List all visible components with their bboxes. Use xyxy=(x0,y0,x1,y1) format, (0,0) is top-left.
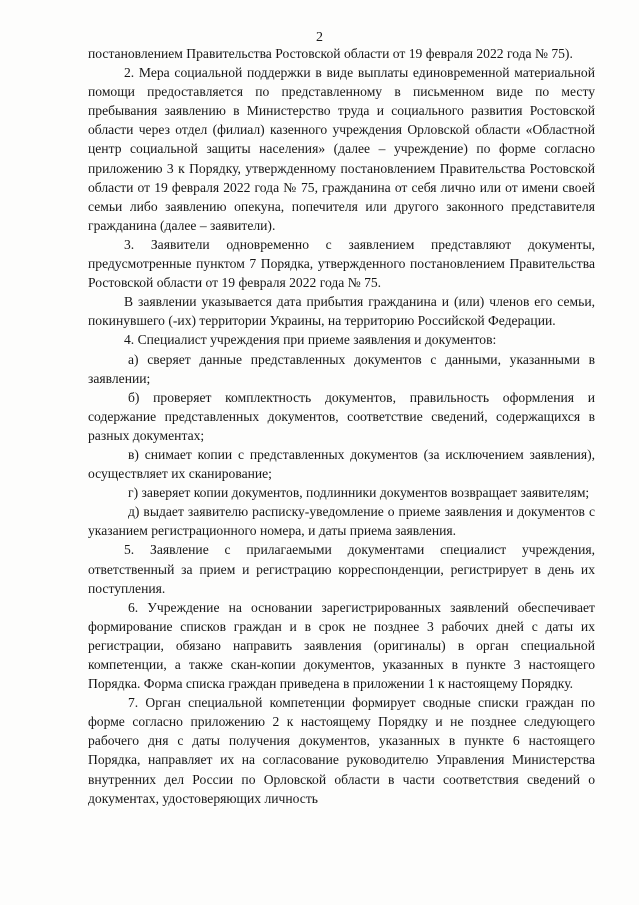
document-body xyxy=(88,44,595,808)
paragraph-continuation: постановлением Правительства Ростовской области от 19 февраля 2022 года № 75). xyxy=(88,46,573,61)
paragraph-item-2: 2. Мера социальной поддержки в виде выплаты единовременной материальной помощи предоставляется по представленному в письменном виде по месту пребывания заявлению в Министерство труда и социального развития Ростовской области через отдел (филиал) казенного учреждения Орловской области «Областной центр социальной защиты населения» (далее – учреждение) по форме согласно приложению 3 к Порядку, утвержденному постановлением Правительства Ростовской области от 19 февраля 2022 года № 75, гражданина от себя лично или от имени своей семьи либо заявлению опекуна, попечителя или другого законного представителя гражданина (далее – заявители). xyxy=(88,65,595,233)
page-number: 2 xyxy=(316,30,323,45)
subitem-g: г) заверяет копии документов, подлинники документов возвращает заявителям; xyxy=(128,485,590,501)
paragraph-item-3: 3. Заявители одновременно с заявлением представляют документы, предусмотренные пунктом 7 Порядка, утвержденного постановлением Правительства Ростовской области от 19 февраля 2022 года № 75. xyxy=(88,236,595,291)
subitem-v: в) снимает копии с представленных документов (за исключением заявления), осуществляет их сканирование; xyxy=(88,446,595,482)
subitem-a: а) сверяет данные представленных документов с данными, указанными в заявлении; xyxy=(88,351,595,386)
paragraph-item-5: 5. Заявление с прилагаемыми документами специалист учреждения, ответственный за прием и регистрацию корреспонденции, регистрирует в день их поступления. xyxy=(88,542,595,596)
subitem-b: б) проверяет комплектность документов, правильность оформления и содержание представленных документов, соответствие сведений, содержащихся в разных документах; xyxy=(88,389,595,443)
paragraph-arrival-date: В заявлении указывается дата прибытия гражданина и (или) членов его семьи, покинувшего (-их) территории Украины, на территорию Российской Федерации. xyxy=(88,294,595,329)
subitem-d: д) выдает заявителю расписку-уведомление о приеме заявления и документов с указанием регистрационного номера, и даты приема заявления. xyxy=(88,504,595,539)
paragraph-item-6: 6. Учреждение на основании зарегистрированных заявлений обеспечивает формирование списков граждан и в срок не позднее 3 рабочих дней с даты их регистрации, обязано направить заявления (оригиналы) в орган специальной компетенции, а также скан-копии документов, указанных в пункте 3 настоящего Порядка. Форма списка граждан приведена в приложении 1 к настоящему Порядку. xyxy=(88,599,595,692)
paragraph-item-4: 4. Специалист учреждения при приеме заявления и документов: xyxy=(124,332,497,348)
paragraph-item-7: 7. Орган специальной компетенции формирует сводные списки граждан по форме согласно приложению 2 к настоящему Порядку и не позднее следующего рабочего дня с даты получения документов, указанных в пункте 6 настоящего Порядка, направляет их на согласование руководителю Управления Министерства внутренних дел России по Орловской области в части соответствия сведений о документах, удостоверяющих личность xyxy=(88,695,595,806)
